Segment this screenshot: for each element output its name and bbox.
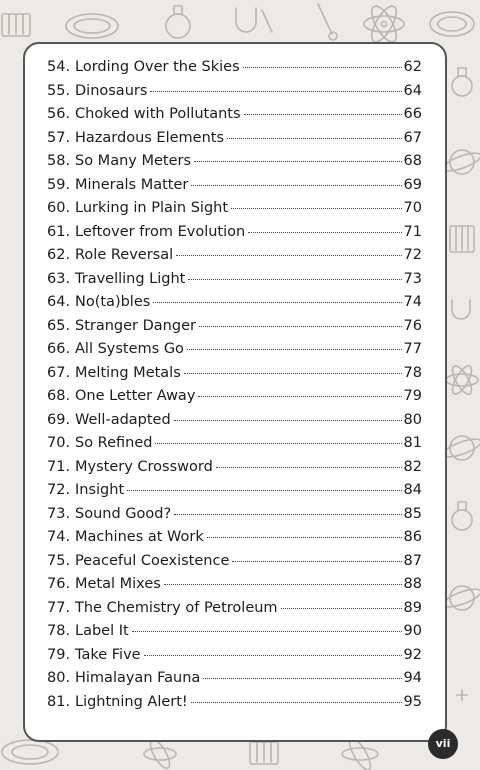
dot-leader [232, 561, 401, 562]
toc-entry-page: 87 [403, 552, 422, 569]
toc-entry-number: 71. [47, 458, 71, 475]
toc-entry [47, 365, 422, 389]
petri-dish-icon [430, 12, 474, 36]
toc-entry-page: 92 [403, 646, 422, 663]
toc-entry-page: 79 [403, 388, 422, 404]
toc-entry-page: 77 [403, 341, 422, 357]
toc-entry-title: Lording Over the Skies [75, 59, 240, 75]
toc-entry-page: 69 [403, 176, 422, 193]
toc-entry-page: 66 [403, 106, 422, 122]
toc-entry-number: 62. [47, 247, 71, 263]
flask-icon [166, 6, 190, 38]
toc-entry-number: 75. [47, 552, 71, 569]
toc-entry-number: 55. [47, 82, 71, 99]
toc-entry-title: Lurking in Plain Sight [75, 200, 229, 216]
toc-entry [47, 670, 422, 694]
toc-entry-number: 66. [47, 341, 71, 357]
toc-entry [47, 388, 422, 412]
dot-leader [231, 208, 402, 209]
toc-entry-title: The Chemistry of Petroleum [75, 599, 278, 616]
dot-leader [174, 420, 402, 421]
dot-leader [243, 67, 402, 68]
toc-entry-page: 76 [403, 317, 422, 334]
magnet-icon [236, 8, 272, 32]
toc-entry [47, 153, 422, 177]
toc-entry [47, 59, 422, 83]
toc-entry-number: 80. [47, 670, 71, 686]
toc-entry-number: 60. [47, 200, 71, 216]
toc-entry-page: 70 [403, 200, 422, 216]
dot-leader [132, 631, 402, 632]
table-of-contents [47, 59, 422, 717]
page-number-badge: vii [428, 729, 458, 759]
dot-leader [244, 114, 402, 115]
toc-entry-number: 67. [47, 364, 71, 381]
atom-icon [144, 737, 176, 770]
dot-leader [155, 443, 401, 444]
dot-leader [127, 490, 401, 491]
dot-leader [191, 185, 401, 186]
atom-icon [446, 363, 478, 397]
toc-entry-title: Insight [75, 482, 125, 498]
toc-entry [47, 600, 422, 624]
atom-icon [364, 3, 404, 46]
toc-entry-title: Metal Mixes [75, 576, 161, 592]
toc-entry-title: Melting Metals [75, 364, 181, 381]
thermometer-icon [318, 4, 337, 40]
toc-entry-page: 78 [403, 364, 422, 381]
toc-entry-page: 64 [403, 82, 422, 99]
dot-leader [203, 678, 401, 679]
toc-entry [47, 459, 422, 483]
toc-entry [47, 506, 422, 530]
dot-leader [174, 514, 401, 515]
toc-entry-title: Machines at Work [75, 529, 204, 545]
dot-leader [144, 655, 402, 656]
toc-entry-title: All Systems Go [75, 341, 184, 357]
dot-leader [187, 349, 402, 350]
toc-entry-page: 67 [403, 129, 422, 146]
petri-dish-icon [2, 740, 58, 764]
toc-entry-title: Peaceful Coexistence [75, 552, 230, 569]
toc-entry-page: 90 [403, 623, 422, 639]
toc-entry-number: 69. [47, 411, 71, 428]
toc-entry-number: 65. [47, 317, 71, 334]
toc-entry-title: So Many Meters [75, 153, 192, 169]
toc-entry-number: 73. [47, 505, 71, 522]
toc-entry-number: 78. [47, 623, 71, 639]
toc-entry [47, 130, 422, 154]
dot-leader [199, 326, 402, 327]
toc-entry-page: 89 [403, 599, 422, 616]
toc-entry-number: 54. [47, 59, 71, 75]
test-tube-rack-icon [250, 742, 278, 764]
toc-entry-page: 84 [403, 482, 422, 498]
toc-entry [47, 482, 422, 506]
dot-leader [198, 396, 401, 397]
dot-leader [191, 702, 402, 703]
toc-entry [47, 435, 422, 459]
toc-entry-page: 86 [403, 529, 422, 545]
flask-icon [452, 502, 472, 530]
toc-entry-number: 59. [47, 176, 71, 193]
toc-entry [47, 647, 422, 671]
toc-entry-number: 61. [47, 223, 71, 240]
toc-entry-number: 57. [47, 129, 71, 146]
toc-entry-number: 81. [47, 693, 71, 710]
toc-entry [47, 200, 422, 224]
dot-leader [248, 232, 401, 233]
toc-entry-title: Lightning Alert! [75, 693, 188, 710]
toc-entry-title: So Refined [75, 435, 153, 451]
toc-entry-page: 62 [403, 59, 422, 75]
dot-leader [194, 161, 402, 162]
toc-entry-number: 79. [47, 646, 71, 663]
toc-entry [47, 623, 422, 647]
magnet-icon [452, 300, 470, 319]
toc-entry-page: 68 [403, 153, 422, 169]
toc-entry [47, 177, 422, 201]
test-tube-rack-icon [2, 14, 30, 36]
toc-entry-page: 82 [403, 458, 422, 475]
toc-entry-title: Himalayan Fauna [75, 670, 201, 686]
toc-entry-title: Well-adapted [75, 411, 171, 428]
toc-entry-number: 72. [47, 482, 71, 498]
toc-entry-page: 94 [403, 670, 422, 686]
toc-entry-title: Take Five [75, 646, 141, 663]
toc-entry [47, 318, 422, 342]
toc-entry-page: 85 [403, 505, 422, 522]
toc-entry [47, 694, 422, 718]
toc-entry [47, 412, 422, 436]
toc-entry [47, 576, 422, 600]
toc-entry-title: Dinosaurs [75, 82, 148, 99]
toc-entry-number: 56. [47, 106, 71, 122]
toc-entry-page: 71 [403, 223, 422, 240]
toc-entry-number: 63. [47, 270, 71, 287]
dot-leader [227, 138, 402, 139]
dot-leader [188, 279, 401, 280]
contents-panel [23, 42, 447, 742]
toc-entry [47, 247, 422, 271]
dot-leader [164, 584, 402, 585]
toc-entry [47, 341, 422, 365]
dot-leader [207, 537, 402, 538]
toc-entry [47, 224, 422, 248]
toc-entry-title: Minerals Matter [75, 176, 189, 193]
dot-leader [184, 373, 402, 374]
toc-entry-number: 68. [47, 388, 71, 404]
toc-entry-number: 77. [47, 599, 71, 616]
toc-entry-title: One Letter Away [75, 388, 196, 404]
toc-entry-title: Mystery Crossword [75, 458, 213, 475]
toc-entry [47, 83, 422, 107]
toc-entry-title: Travelling Light [75, 270, 186, 287]
toc-entry-number: 74. [47, 529, 71, 545]
dot-leader [281, 608, 402, 609]
flask-icon [452, 68, 472, 96]
toc-entry-number: 58. [47, 153, 71, 169]
toc-entry-page: 74 [403, 294, 422, 310]
toc-entry-title: Role Reversal [75, 247, 174, 263]
toc-entry [47, 271, 422, 295]
toc-entry-page: 88 [403, 576, 422, 592]
test-tube-rack-icon [450, 226, 474, 252]
toc-entry-title: Leftover from Evolution [75, 223, 246, 240]
toc-entry-page: 80 [403, 411, 422, 428]
toc-entry [47, 106, 422, 130]
toc-entry-page: 95 [403, 693, 422, 710]
toc-entry-page: 81 [403, 435, 422, 451]
toc-entry [47, 529, 422, 553]
toc-entry-title: Choked with Pollutants [75, 106, 241, 122]
dot-leader [216, 467, 402, 468]
toc-entry-page: 72 [403, 247, 422, 263]
dot-leader [150, 91, 401, 92]
sparkle-icon [457, 690, 467, 700]
dot-leader [153, 302, 401, 303]
toc-entry [47, 294, 422, 318]
toc-entry-number: 70. [47, 435, 71, 451]
toc-entry-title: Label It [75, 623, 129, 639]
toc-entry-title: Sound Good? [75, 505, 172, 522]
petri-dish-icon [66, 14, 118, 38]
toc-entry-page: 73 [403, 270, 422, 287]
toc-entry-title: Stranger Danger [75, 317, 196, 334]
toc-entry-title: Hazardous Elements [75, 129, 225, 146]
toc-entry-number: 76. [47, 576, 71, 592]
toc-entry-title: No(ta)bles [75, 294, 151, 310]
toc-entry [47, 553, 422, 577]
dot-leader [176, 255, 401, 256]
toc-entry-number: 64. [47, 294, 71, 310]
